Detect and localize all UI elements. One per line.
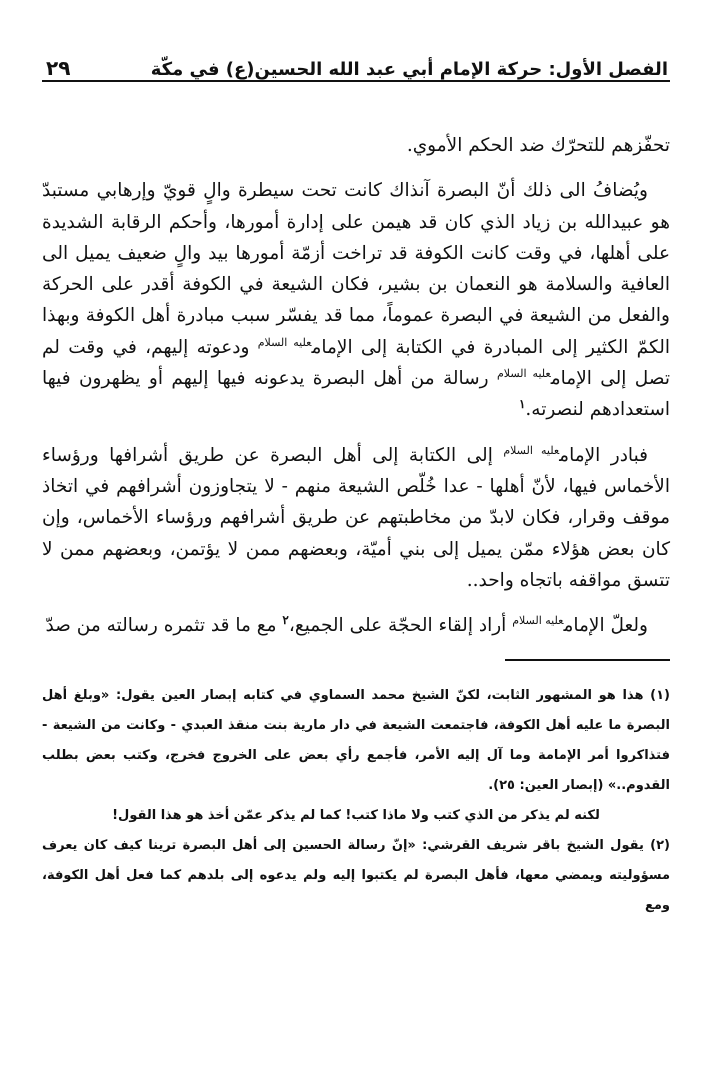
- paragraph-3-text-b: إلى الكتابة إلى أهل البصرة عن طريق أشرافها ورؤساء الأخماس فيها، لأنّ أهلها - عدا خُلّص الشيعة منهم - لا يتجاوزون أشرافهم في اتخاذ موقف وقرار، فكان لابدّ من مخاطبتهم عن طريق أشرافهم ورؤساء الأخماس، وإن كان بعض هؤلاء ممّن يميل إلى بني أميّة، وبعضهم ممن لا يؤتمن، وبعضهم ممن لا تتسق مواقفه باتجاه واحد..: [42, 444, 670, 591]
- paragraph-3-text-a: فبادر الإمام: [559, 444, 648, 466]
- page-header: [42, 40, 670, 82]
- paragraph-2-text-b: ودعوته إليهم، في وقت لم تصل إلى الإمام: [42, 336, 670, 390]
- paragraph-4-text-b: أراد إلقاء الحجّة على الجميع،: [288, 615, 513, 637]
- paragraph-3: [42, 440, 670, 596]
- paragraph-1-text: تحفّزهم للتحرّك ضد الحكم الأموي.: [406, 135, 670, 156]
- main-text: [42, 130, 670, 641]
- paragraph-2: [42, 175, 670, 425]
- paragraph-2-text-c: رسالة من أهل البصرة يدعونه فيها إليهم أو يظهرون فيها استعدادهم لنصرته.: [42, 368, 670, 421]
- salutation-mark: عليه السلام: [512, 614, 564, 627]
- footnote-2: (٢) يقول الشيخ باقر شريف القرشي: «إنّ رسالة الحسين إلى أهل البصرة ترينا كيف كان يعرف مسؤوليته ويمضي معها، فأهل البصرة لم يكتبوا إليه ولم يدعوه إلى بلدهم كما فعل أهل الكوفة، ومع: [42, 838, 670, 914]
- paragraph-4: [42, 610, 670, 641]
- paragraph-2-text-a: ويُضافُ الى ذلك أنّ البصرة آنذاك كانت تحت سيطرة والٍ قويّ وإرهابي مستبدّ هو عبيدالله بن زياد الذي كان قد هيمن على إدارة أمورها، وأحكم الرقابة الشديدة على أهلها، في وقت كانت الكوفة قد تراخت أزمّة أمورها بيد والٍ ضعيف يميل الى العافية والسلامة هو النعمان بن بشير، فكان الشيعة في الكوفة أقدر على الحركة والفعل من الشيعة في البصرة عموماً، مما قد يفسّر سبب مبادرة أهل الكوفة وبهذا الكمّ الكثير إلى المبادرة في الكتابة إلى الإمام: [42, 180, 670, 358]
- footnote-separator: [505, 659, 670, 661]
- footnote-1-comment: لكنه لم يذكر من الذي كتب ولا ماذا كتب! كما لم يذكر عمّن أخذ هو هذا القول!: [112, 808, 600, 824]
- page-number: ٢٩: [46, 56, 71, 80]
- paragraph-4-text-c: مع ما قد تثمره رسالته من صدّ: [45, 615, 283, 637]
- salutation-mark: عليه السلام: [257, 335, 312, 349]
- footnote-ref-2[interactable]: ٢: [282, 613, 289, 627]
- paragraph-1: [42, 130, 670, 161]
- footnote-1: (١) هذا هو المشهور الثابت، لكنّ الشيخ محمد السماوي في كتابه إبصار العين يقول: «وبلغ أهل البصرة ما عليه أهل الكوفة، فاجتمعت الشيعة في دار مارية بنت منقذ العبدي - وكانت من الشيعة - فتذاكروا أمر الإمامة وما آل إليه الأمر، فأجمع رأي بعض على الخروج فخرج، وكتب بعض بطلب القدوم..» (إبصار العين: ٢٥).: [42, 688, 670, 794]
- paragraph-4-text-a: ولعلّ الإمام: [563, 615, 648, 637]
- chapter-title: الفصل الأول: حركة الإمام أبي عبد الله الحسين(ع) في مكّة: [150, 59, 668, 80]
- book-page: [42, 40, 670, 1040]
- salutation-mark: عليه السلام: [503, 443, 560, 457]
- footnote-ref-1[interactable]: ١: [518, 397, 526, 412]
- footnotes: [42, 681, 670, 921]
- salutation-mark: عليه السلام: [496, 366, 551, 380]
